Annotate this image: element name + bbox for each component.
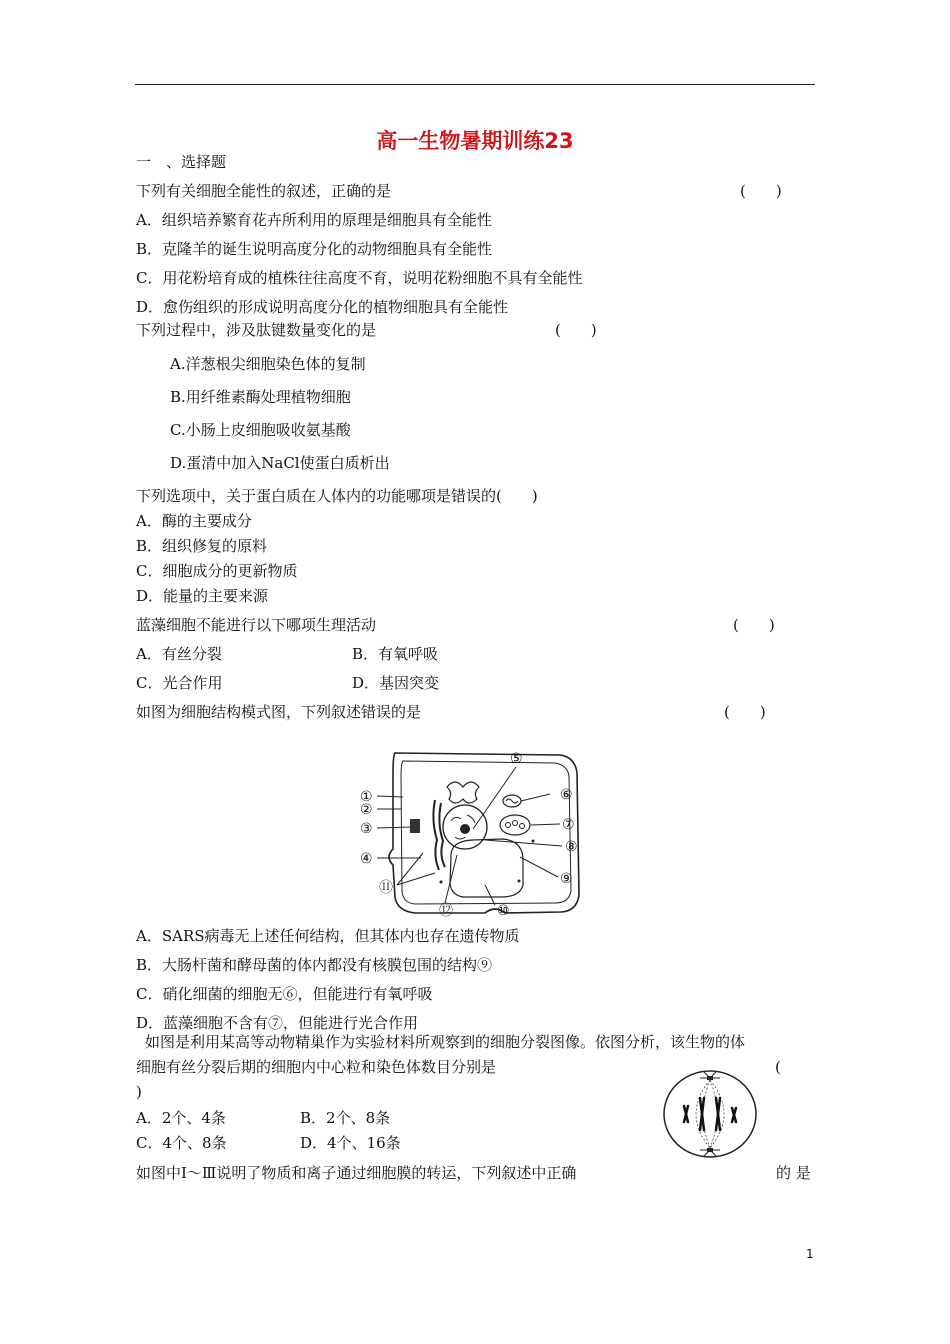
question-2-option-b: B.用纤维素酶处理植物细胞: [170, 388, 351, 406]
diagram-label-10: ⑩: [497, 903, 510, 919]
question-1-answer-blank: ( ): [740, 182, 782, 200]
question-6-option-c: C．4个、8条: [136, 1134, 227, 1152]
question-4-option-c: C．光合作用: [136, 674, 223, 692]
diagram-label-6: ⑥: [560, 787, 573, 803]
question-6-option-b: B．2个、8条: [300, 1109, 391, 1127]
question-5-option-d: D．蓝藻细胞不含有⑦，但能进行光合作用: [136, 1014, 419, 1032]
question-4-option-b: B．有氧呼吸: [352, 645, 439, 663]
diagram-label-4: ④: [360, 851, 373, 867]
question-3-option-d: D．能量的主要来源: [136, 587, 269, 605]
question-1-option-a: A．组织培养繁育花卉所利用的原理是细胞具有全能性: [136, 211, 492, 229]
question-2-answer-blank: ( ): [555, 321, 597, 339]
question-3-option-c: C．细胞成分的更新物质: [136, 562, 298, 580]
diagram-label-3: ③: [360, 821, 373, 837]
diagram-label-1: ①: [360, 789, 373, 805]
question-6-stem-line-2: 细胞有丝分裂后期的细胞内中心粒和染色体数目分别是: [136, 1058, 497, 1076]
question-4-answer-blank: ( ): [733, 616, 775, 634]
question-5-answer-blank: ( ): [724, 703, 766, 721]
question-7-stem-tail: 的 是: [776, 1164, 811, 1182]
question-1-stem: 下列有关细胞全能性的叙述，正确的是: [136, 182, 392, 200]
question-5-stem: 如图为细胞结构模式图，下列叙述错误的是: [136, 703, 422, 721]
question-4-stem: 蓝藻细胞不能进行以下哪项生理活动: [136, 616, 377, 634]
question-5-option-b: B．大肠杆菌和酵母菌的体内都没有核膜包围的结构⑨: [136, 956, 493, 974]
question-2-stem: 下列过程中，涉及肽键数量变化的是: [136, 321, 377, 339]
question-3-stem: 下列选项中，关于蛋白质在人体内的功能哪项是错误的( ): [136, 487, 538, 505]
question-7-stem: 如图中Ⅰ～Ⅲ说明了物质和离子通过细胞膜的转运，下列叙述中正确: [136, 1164, 577, 1182]
question-2-option-c: C.小肠上皮细胞吸收氨基酸: [170, 421, 351, 439]
question-6-paren-open: (: [775, 1058, 781, 1076]
question-6-option-d: D．4个、16条: [300, 1134, 401, 1152]
question-3-option-b: B．组织修复的原料: [136, 537, 268, 555]
plant-cell-diagram: [355, 745, 590, 920]
diagram-label-12: ⑫: [439, 903, 453, 919]
diagram-label-9: ⑨: [560, 871, 573, 887]
diagram-label-5: ⑤: [510, 751, 523, 767]
diagram-label-8: ⑧: [565, 839, 578, 855]
question-6-option-a: A．2个、4条: [136, 1109, 226, 1127]
page-number: 1: [806, 1247, 814, 1261]
question-5-option-c: C．硝化细菌的细胞无⑥，但能进行有氧呼吸: [136, 985, 433, 1003]
header-rule: [135, 84, 815, 85]
question-6-paren-close: ): [136, 1083, 142, 1101]
cell-division-diagram: [660, 1068, 760, 1160]
question-6-stem-line-1: 如图是利用某高等动物精巢作为实验材料所观察到的细胞分裂图像。依图分析，该生物的体: [145, 1033, 746, 1051]
question-5-option-a: A．SARS病毒无上述任何结构，但其体内也存在遗传物质: [136, 927, 520, 945]
question-2-option-d: D.蛋清中加入NaCl使蛋白质析出: [170, 454, 390, 472]
question-4-option-d: D．基因突变: [352, 674, 440, 692]
diagram-label-7: ⑦: [562, 817, 575, 833]
question-2-option-a: A.洋葱根尖细胞染色体的复制: [170, 355, 366, 373]
nucleolus: [460, 824, 470, 834]
page-title: 高一生物暑期训练23: [376, 129, 574, 153]
question-1-option-d: D．愈伤组织的形成说明高度分化的植物细胞具有全能性: [136, 298, 509, 316]
question-1-option-c: C．用花粉培育成的植株往往高度不育，说明花粉细胞不具有全能性: [136, 269, 583, 287]
diagram-label-2: ②: [360, 802, 373, 818]
golgi: [447, 782, 479, 803]
section-heading: 一 、选择题: [136, 153, 227, 171]
question-4-option-a: A．有丝分裂: [136, 645, 222, 663]
endoplasmic-reticulum: [433, 800, 445, 870]
question-3-option-a: A．酶的主要成分: [136, 512, 252, 530]
question-1-option-b: B．克隆羊的诞生说明高度分化的动物细胞具有全能性: [136, 240, 493, 258]
diagram-label-11: ⑪: [379, 880, 393, 896]
